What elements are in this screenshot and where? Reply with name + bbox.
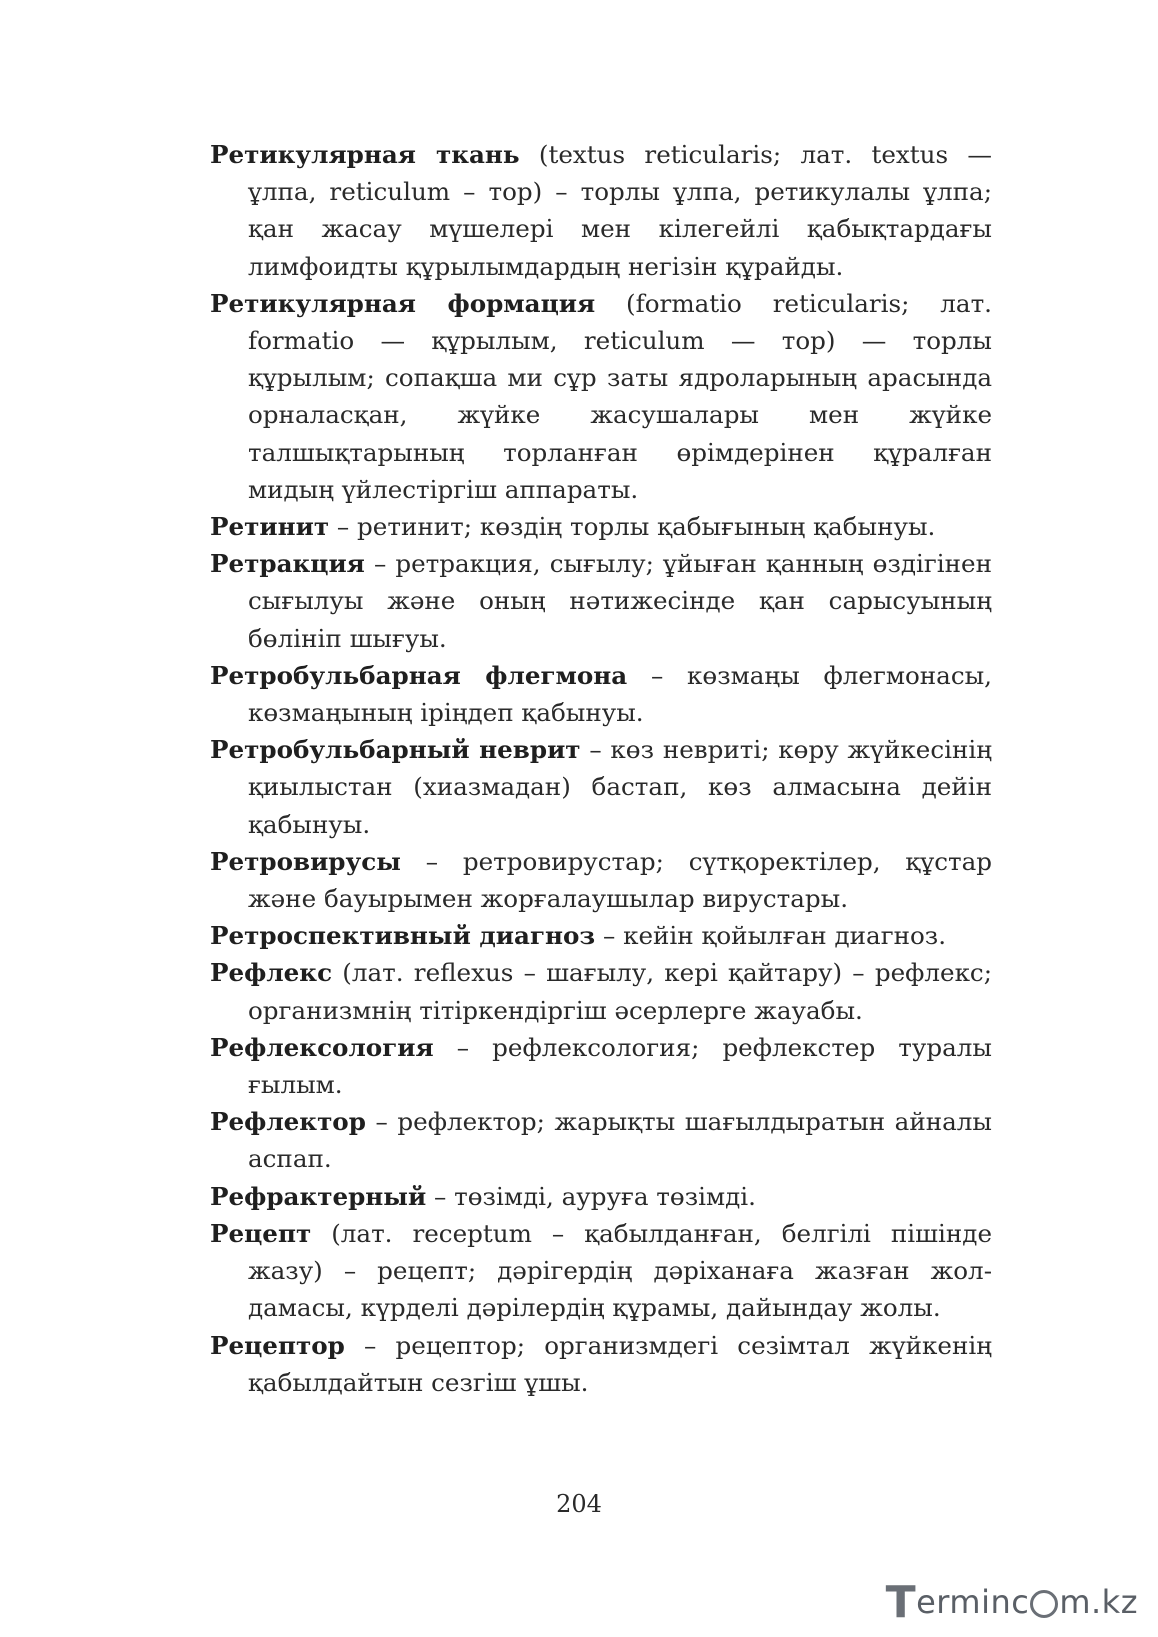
entry-term: Рецепт xyxy=(210,1218,312,1248)
entry-definition: – рефлектор; жарықты шағылдыратын айналы аспап. xyxy=(248,1107,992,1174)
entry-term: Ретикулярная формация xyxy=(210,288,596,318)
dictionary-entry xyxy=(210,545,992,657)
dictionary-entry xyxy=(210,657,992,731)
entry-definition: – кейін қойылған диагноз. xyxy=(595,921,947,951)
watermark-text-1: erminc xyxy=(916,1583,1030,1621)
entry-definition: – рефлексология; рефлекстер туралы ғылым. xyxy=(248,1032,992,1100)
dictionary-entry xyxy=(210,1103,992,1177)
entry-definition: – көз невриті; көру жүйкесінің қиылыстан (хиазмадан) бастап, көз алмасына дейін қабынуы. xyxy=(248,735,992,839)
dictionary-entry xyxy=(210,843,992,917)
entry-term: Рефлекс xyxy=(210,958,333,988)
dictionary-entry xyxy=(210,1215,992,1327)
watermark-o-icon xyxy=(1030,1590,1058,1618)
entry-term: Рефлексология xyxy=(210,1032,434,1062)
entry-term: Рефрактерный xyxy=(210,1181,427,1211)
entry-definition: – ретинит; көздің торлы қабығының қабынуы. xyxy=(329,512,936,542)
entry-definition: (textus reticularis; лат. textus — ұлпа, reticulum – тор) – торлы ұлпа, ретикулалы ұлпа; қан жасау мүшелері мен кілегейлі қабықтардағы лимфоидты құрылымдардың негізін құрайды. xyxy=(248,140,992,281)
dictionary-entry xyxy=(210,954,992,1028)
entry-term: Рецептор xyxy=(210,1330,345,1360)
entry-term: Ретракция xyxy=(210,549,365,579)
dictionary-entry xyxy=(210,917,992,954)
dictionary-entry xyxy=(210,731,992,843)
entry-definition: – ретракция, сығылу; ұйыған қанның өздігінен сығылуы және оның нәтижесінде қан сарысуының бөлініп шығуы. xyxy=(248,549,992,653)
entry-term: Ретикулярная ткань xyxy=(210,140,520,169)
entry-term: Ретробульбарный неврит xyxy=(210,735,581,765)
entry-definition: (лат. receptum – қабылданған, белгілі пішінде жазу) – рецепт; дәрігердің дәріханаға жазған жолдамасы, күрделі дәрілердің құрамы, дайындау жолы. xyxy=(248,1218,992,1323)
entry-term: Рефлектор xyxy=(210,1107,366,1137)
site-watermark xyxy=(885,1576,1138,1628)
dictionary-entry xyxy=(210,1327,992,1401)
entry-definition: (formatio reticularis; лат. formatio — құрылым, reticulum — тор) — торлы құрылым; сопақша ми сұр заты ядроларының арасында орналасқан, жүйке жасушалары мен жүйке талшықтарының торланған өрімдерінен құралған мидың үйлестіргіш аппараты. xyxy=(248,288,992,504)
dictionary-entry xyxy=(210,508,992,545)
dictionary-entry xyxy=(210,1178,992,1215)
entry-definition: – рецептор; организмдегі сезімтал жүйкенің қабылдайтын сезгіш ұшы. xyxy=(248,1330,992,1397)
watermark-text-2: m.kz xyxy=(1059,1583,1138,1621)
entry-term: Ретинит xyxy=(210,512,330,542)
dictionary-entry xyxy=(210,136,992,285)
entry-term: Ретроспективный диагноз xyxy=(210,921,596,951)
entry-definition: – төзімді, ауруға төзімді. xyxy=(426,1181,756,1211)
entry-term: Ретробульбарная флегмона xyxy=(210,660,628,690)
entry-definition: (лат. reflexus – шағылу, кері қайтару) – рефлекс; организмнің тітіркендіргіш әсерлерге жауабы. xyxy=(248,958,992,1025)
entry-definition: – ретровирустар; сүтқоректілер, құстар және бауырымен жорғалаушылар вирустары. xyxy=(248,846,992,914)
watermark-initial: T xyxy=(885,1576,917,1628)
dictionary-entries xyxy=(210,136,992,1401)
dictionary-entry xyxy=(210,1029,992,1103)
dictionary-entry xyxy=(210,285,992,508)
entry-definition: – көзмаңы флегмонасы, көзмаңының іріңдеп қабынуы. xyxy=(248,660,992,728)
page-number: 204 xyxy=(556,1490,602,1518)
entry-term: Ретровирусы xyxy=(210,846,401,876)
